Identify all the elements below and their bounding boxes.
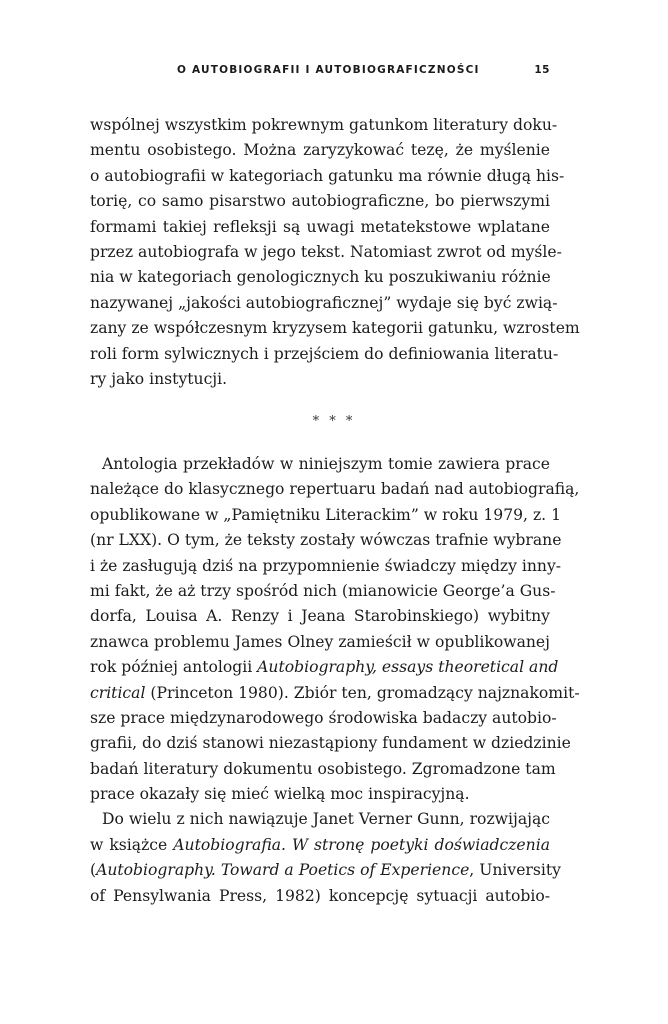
text-line: prace okazały się mieć wielką moc inspiracyjną. [90,785,470,804]
text-segment: , University [469,861,561,880]
text-line: zany ze współczesnym kryzysem kategorii gatunku, wzrostem [90,319,580,338]
text-line: formami takiej refleksji są uwagi metatekstowe wplatane [90,217,550,236]
text-line: (nr LXX). O tym, że teksty zostały wówczas trafnie wybrane [90,531,562,550]
book-title-italic: Autobiografia. W stronę poetyki doświadczenia [173,835,550,854]
text-line: o autobiografii w kategoriach gatunku ma równie długą his- [90,166,565,185]
paragraph-antologia [90,452,580,909]
book-title-italic: Autobiography. Toward a Poetics of Experience [96,861,470,880]
text-line-with-italic [90,833,550,858]
text-line: Antologia przekładów w niniejszym tomie zawiera prace [102,455,550,473]
text-line: znawca problemu James Olney zamieścił w opublikowanej [90,632,550,651]
text-segment: (Princeton 1980). Zbiór ten, gromadzący najznakomit- [145,683,580,702]
text-line: grafii, do dziś stanowi niezastąpiony fundament w dziedzinie [90,734,571,753]
paragraph-continuation [90,113,580,392]
text-line: wspólnej wszystkim pokrewnym gatunkom literatury doku- [90,116,558,134]
text-line: ry jako instytucji. [90,369,228,388]
page-number: 15 [534,64,550,76]
text-line-with-italic [90,655,559,680]
text-segment: rok później antologii [90,658,258,677]
running-title: O AUTOBIOGRAFII I AUTOBIOGRAFICZNOŚCI [177,64,480,76]
text-line: dorfa, Louisa A. Renzy i Jeana Starobinskiego) wybitny [90,607,550,626]
text-line: torię, co samo pisarstwo autobiograficzne, bo pierwszymi [90,192,550,211]
text-line: Do wielu z nich nawiązuje Janet Verner Gunn, rozwijając [102,810,550,829]
text-line-with-italic [90,681,580,706]
text-line: nia w kategoriach genologicznych ku poszukiwaniu różnie [90,268,551,287]
text-line-with-italic [90,858,561,883]
text-line: przez autobiografa w jego tekst. Natomiast zwrot od myśle- [90,242,562,261]
text-line: badań literatury dokumentu osobistego. Zgromadzone tam [90,759,556,778]
text-segment: w książce [90,835,174,854]
book-title-italic: Autobiography, essays theoretical and [257,658,559,677]
running-head [90,64,550,84]
text-line: i że zasługują dziś na przypomnienie świadczy między inny- [90,556,562,575]
book-title-italic: critical [90,683,146,702]
text-line: mi fakt, że aż trzy spośród nich (mianowicie George’a Gus- [90,581,556,600]
text-line: of Pensylwania Press, 1982) koncepcję sytuacji autobio- [90,886,550,905]
text-line: sze prace międzynarodowego środowiska badaczy autobio- [90,708,557,727]
section-separator: * * * [312,414,356,429]
text-segment: ( [90,861,97,880]
text-line: opublikowane w „Pamiętniku Literackim” w roku 1979, z. 1 [90,505,562,524]
text-line: nazywanej „jakości autobiograficznej” wydaje się być zwią- [90,293,558,312]
text-line: mentu osobistego. Można zaryzykować tezę, że myślenie [90,141,550,160]
text-line: należące do klasycznego repertuaru badań nad autobiografią, [90,480,580,499]
text-line: roli form sylwicznych i przejściem do definiowania literatu- [90,344,559,363]
